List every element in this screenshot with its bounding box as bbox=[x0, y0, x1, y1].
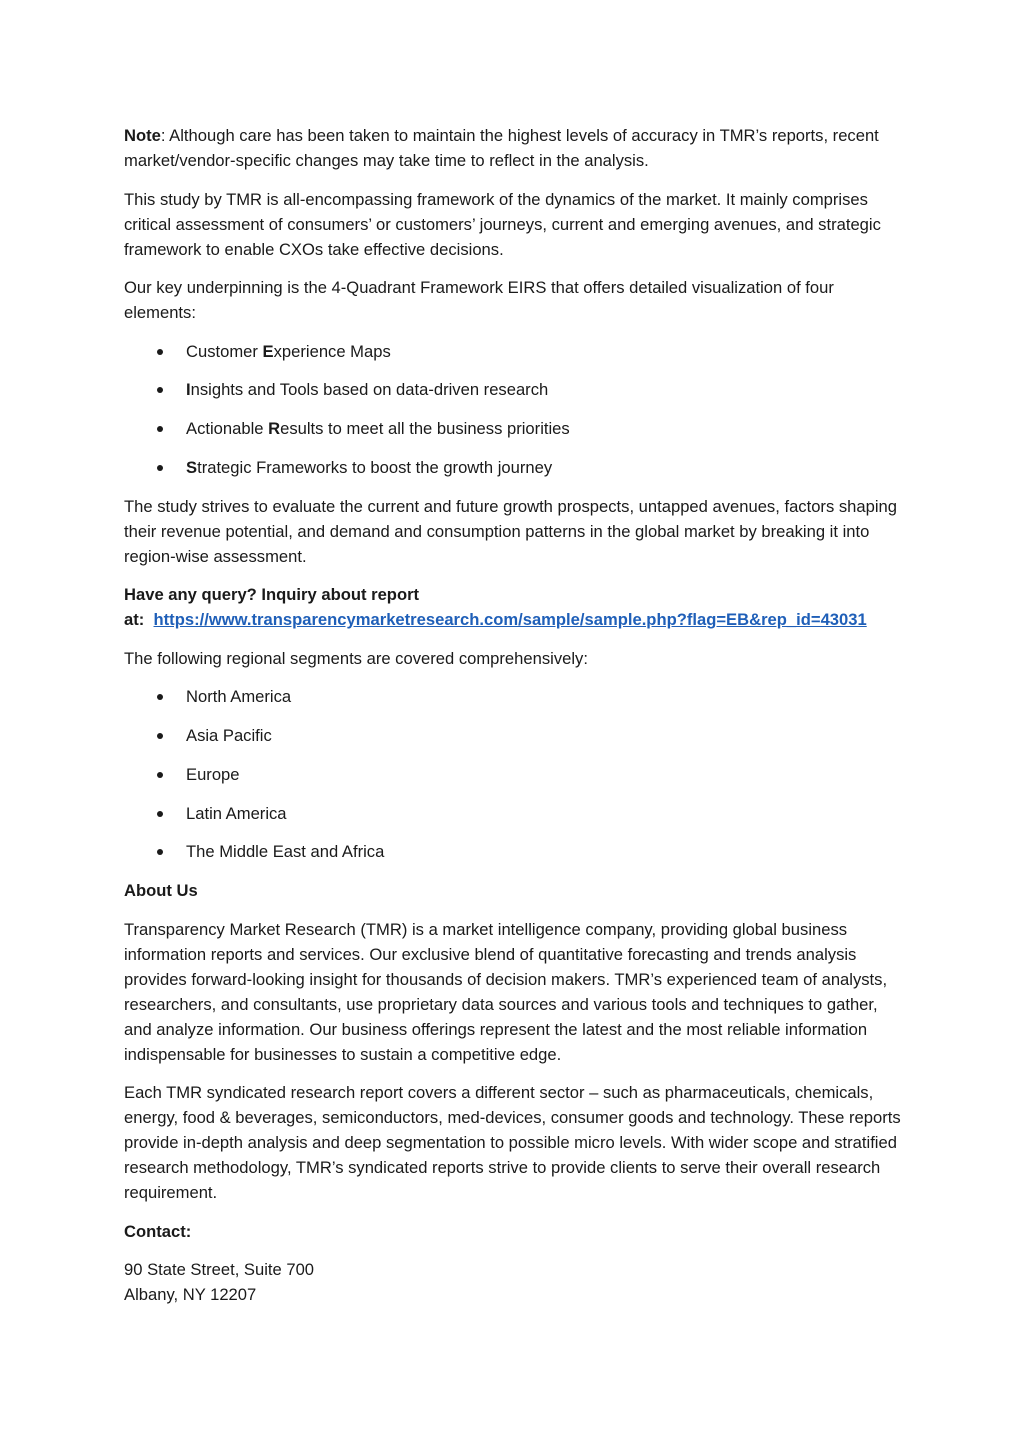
about-paragraph-1: Transparency Market Research (TMR) is a market intelligence company, providing global business information reports and services. Our exclusive blend of quantitative forecasting and trends analysis provides forward-looking insight for thousands of decision makers. TMR’s experienced team of analysts, researchers, and consultants, use proprietary data sources and various tools and techniques to gather, and analyze information. Our business offerings represent the latest and the most reliable information indispensable for businesses to sustain a competitive edge. bbox=[124, 919, 888, 1064]
sample-report-link[interactable]: https://www.transparencymarketresearch.com/sample/sample.php?flag=EB&rep_id=43031 bbox=[153, 610, 867, 630]
note-text: : Although care has been taken to maintain the highest levels of accuracy in TMR’s reports, recent market/vendor-specific changes may take time to reflect in the analysis. bbox=[124, 126, 879, 170]
intro-paragraph: This study by TMR is all-encompassing framework of the dynamics of the market. It mainly comprises critical assessment of consumers’ or customers’ journeys, current and emerging avenues, and strategic framework to enable CXOs take effective decisions. bbox=[124, 189, 881, 259]
region-item: The Middle East and Africa bbox=[124, 839, 904, 864]
eirs-list bbox=[124, 339, 904, 480]
query-at-label: at: bbox=[124, 610, 145, 630]
study-paragraph: The study strives to evaluate the current and future growth prospects, untapped avenues, factors shaping their revenue potential, and demand and consumption patterns in the global market by breaking it into region-wise assessment. bbox=[124, 496, 897, 566]
query-heading: Have any query? Inquiry about report bbox=[124, 585, 420, 605]
eirs-item-s: Strategic Frameworks to boost the growth journey bbox=[124, 455, 904, 480]
region-item: Europe bbox=[124, 762, 904, 787]
eirs-item-r: Actionable Results to meet all the business priorities bbox=[124, 416, 904, 441]
address-line-2: Albany, NY 12207 bbox=[124, 1285, 257, 1305]
address-line-1: 90 State Street, Suite 700 bbox=[124, 1260, 315, 1280]
note-paragraph bbox=[124, 123, 904, 173]
eirs-item-i: Insights and Tools based on data-driven research bbox=[124, 377, 904, 402]
region-item: Asia Pacific bbox=[124, 723, 904, 748]
eirs-item-e: Customer Experience Maps bbox=[124, 339, 904, 364]
about-paragraph-2: Each TMR syndicated research report covers a different sector – such as pharmaceuticals, chemicals, energy, food & beverages, semiconductors, med-devices, consumer goods and technology. These reports provide in-depth analysis and deep segmentation to possible micro levels. With wider scope and stratified research methodology, TMR’s syndicated reports strive to provide clients to serve their overall research requirement. bbox=[124, 1083, 901, 1203]
region-item: Latin America bbox=[124, 801, 904, 826]
query-paragraph bbox=[124, 582, 904, 632]
note-label: Note bbox=[124, 126, 161, 145]
contact-heading: Contact: bbox=[124, 1221, 192, 1241]
about-heading: About Us bbox=[124, 881, 198, 901]
regions-intro-paragraph: The following regional segments are covered comprehensively: bbox=[124, 648, 588, 668]
region-item: North America bbox=[124, 684, 904, 709]
eirs-intro-paragraph: Our key underpinning is the 4-Quadrant Framework EIRS that offers detailed visualization of four elements: bbox=[124, 278, 834, 322]
regions-list bbox=[124, 684, 904, 864]
contact-address bbox=[124, 1257, 904, 1307]
document-page bbox=[124, 123, 904, 1307]
